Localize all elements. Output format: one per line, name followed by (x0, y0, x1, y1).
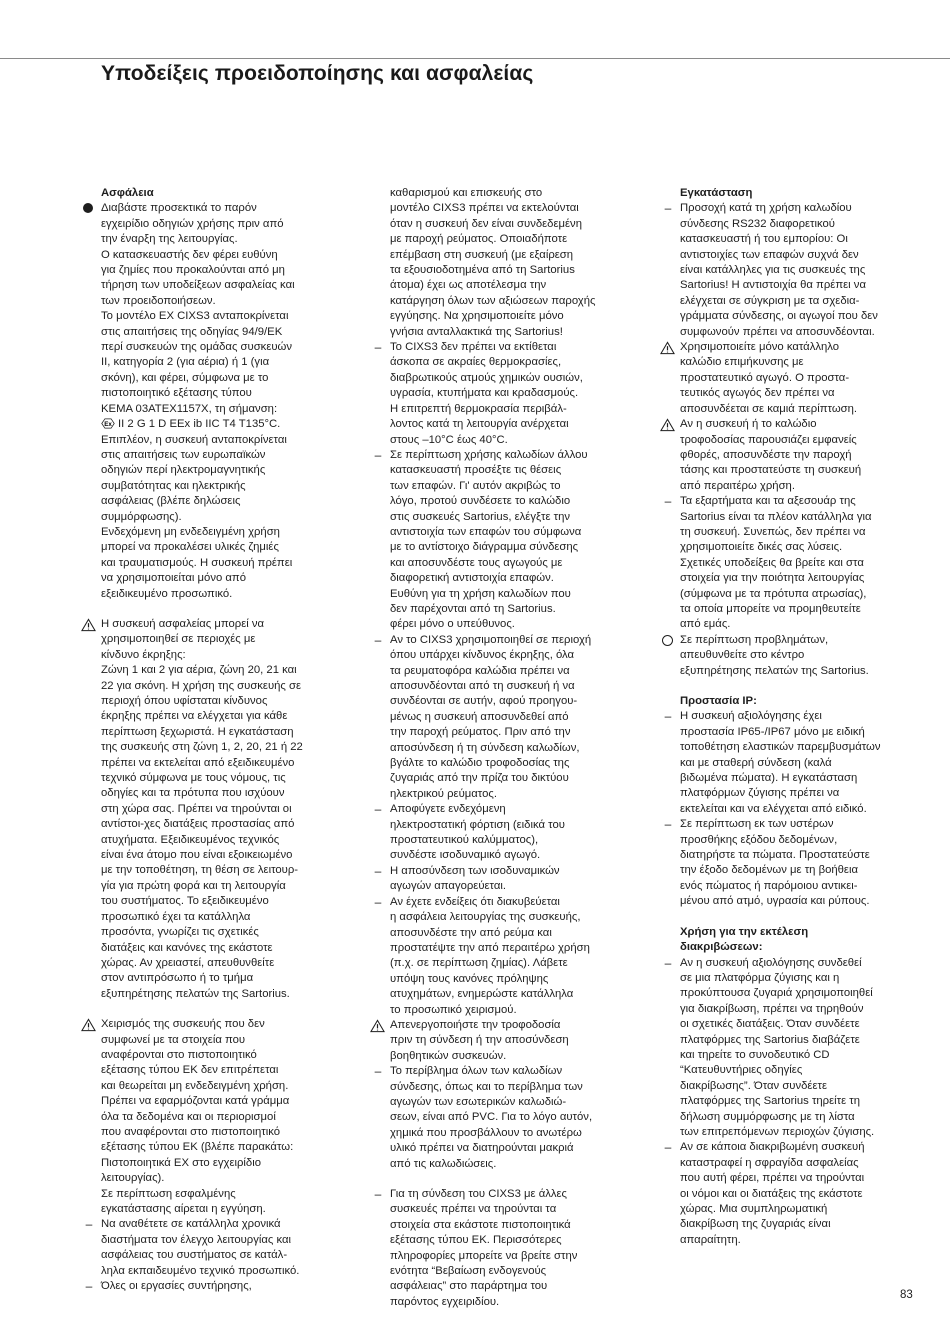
text-line: διαστήματα τον έλεγχο λειτουργίας και (101, 1233, 292, 1246)
text-line: μοντέλο CIXS3 πρέπει να εκτελούνται (390, 202, 579, 215)
text-line: αγωγών των εσωτερικών καλωδιώ- (390, 1095, 567, 1108)
header-rule (0, 58, 950, 59)
marking-text: II 2 G 1 D EEx ib IIC T4 T135°C. (118, 418, 281, 431)
text-line: χώρας. Αν χρειαστεί, απευθυνθείτε (101, 956, 275, 969)
dash-marker: – (664, 709, 672, 724)
text-line (101, 417, 351, 432)
dash-item (374, 1064, 640, 1172)
text-line: εγγύησης. Να χρησιμοποιείτε μόνο (390, 310, 564, 323)
text-line: περιοχή όπου υφίσταται κίνδυνος (101, 695, 268, 707)
section-heading (680, 925, 928, 956)
text-line: πλατφόρμων ζύγισης πρέπει να (680, 787, 840, 800)
text-line: καταστραφεί η σφραγίδα ασφαλείας (680, 1156, 859, 1169)
warning-item (101, 617, 351, 1002)
text-line: όταν η συσκευή δεν είναι συνδεδεμένη (390, 217, 582, 230)
text-line: εγχειρίδιο οδηγιών χρήσης πριν από (101, 217, 284, 230)
column-2 (374, 186, 640, 1310)
dash-item (374, 340, 640, 448)
dash-marker: – (664, 201, 672, 216)
text-line: δήλωση συμμόρφωσης με τη λίστα (680, 1110, 855, 1123)
text-line: Προσοχή κατά τη χρήση καλωδίου (680, 202, 852, 215)
dash-marker: – (664, 1140, 672, 1155)
text-line: καθαρισμού και επισκευής στο (390, 187, 543, 199)
text-line: σύνδεσης RS232 διαφορετικού (680, 217, 835, 230)
text-line: Αν έχετε ενδείξεις ότι διακυβεύεται (390, 895, 560, 908)
page-number: 83 (900, 1289, 913, 1301)
warning-icon (81, 1018, 96, 1032)
text-line: διακριβώσεων: (680, 941, 763, 954)
text-line: Το μοντέλο EX CIXS3 ανταποκρίνεται (101, 310, 289, 323)
text-line: πρέπει να εκτελείται από εξειδικευμένο (101, 756, 295, 769)
text-line: της συσκευής στη ζώνη 1, 2, 20, 21 ή 22 (101, 741, 303, 754)
text-line: έκρηξης πρέπει να ελέγχεται για κάθε (101, 710, 288, 723)
text-line: βιδωμένα πώματα). Η εγκατάσταση (680, 772, 858, 785)
text-line: Sartorius είναι τα πλέον κατάλληλα για (680, 510, 872, 523)
text-line: διατηρήστε τα πώματα. Προστατεύστε (680, 849, 870, 862)
text-line: προστασία IP65-/IP67 μόνο με ειδική (680, 725, 865, 738)
text-line: και με σταθερή σύνδεση (καλά (680, 756, 832, 769)
text-line: καλώδιο επιμήκυνσης με (680, 356, 804, 369)
text-line: Αν η συσκευή ή το καλώδιο (680, 418, 817, 431)
section-heading (680, 186, 928, 201)
dash-marker: – (664, 955, 672, 970)
text-line: τοποθέτηση ελαστικών παρεμβυσμάτων (680, 741, 881, 754)
dash-marker: – (374, 340, 382, 355)
dash-item (664, 494, 928, 633)
plain-item (101, 433, 351, 602)
text-line: βοηθητικών συσκευών. (390, 1049, 507, 1062)
dash-item (374, 894, 640, 1018)
text-line: λόγο, προτού συνδέσετε το καλώδιο (390, 495, 571, 508)
warning-icon (660, 341, 675, 355)
text-line: περίπτωση ξεχωριστά. Η εγκατάσταση (101, 725, 294, 738)
text-line: αντιστοιχία των επαφών του σύμφωνα (390, 525, 582, 538)
text-line: Όλες οι εργασίες συντήρησης, (101, 1280, 252, 1293)
text-line: υλικό πρέπει να διατηρούνται μακριά (390, 1142, 574, 1155)
dash-item (664, 817, 928, 909)
text-line: των προειδοποιήσεων. (101, 294, 216, 307)
text-line: λοντος κατά τη λειτουργία ανέρχεται (390, 418, 569, 431)
text-line: προσωπικό έχει τα κατάλληλα (101, 910, 251, 923)
text-line: φέρει μόνο ο υπεύθυνος. (390, 618, 515, 631)
text-line: εξέτασης τύπου ΕΚ δεν επιτρέπεται (101, 1064, 279, 1077)
section-heading (680, 694, 928, 709)
text-line: οι νόμοι και οι διατάξεις της εκάστοτε (680, 1187, 863, 1200)
text-line: Ζώνη 1 και 2 για αέρια, ζώνη 20, 21 και (101, 664, 297, 677)
text-line: Σε περίπτωση εσφαλμένης (101, 1187, 236, 1200)
text-line: σε μια πλατφόρμα ζύγισης και η (680, 971, 840, 984)
text-line: Προστασία IP: (680, 695, 757, 707)
text-line: ελέγχεται σε σύγκριση με τα σχεδια- (680, 294, 860, 307)
text-line: περί συσκευών της ομάδας συσκευών (101, 341, 293, 354)
text-line: αντίστοι-χες διατάξεις προστασίας από (101, 818, 295, 831)
text-line: στη χώρα σας. Πρέπει να τηρούνται οι (101, 802, 292, 815)
text-line: άτομα) έχει ως αποτέλεσμα την (390, 279, 547, 292)
dash-item (85, 1217, 351, 1279)
text-line: από τις καλωδιώσεις. (390, 1157, 497, 1170)
text-line: Επιπλέον, η συσκευή ανταποκρίνεται (101, 433, 287, 446)
dash-marker: – (374, 863, 382, 878)
text-line: τα εξουσιοδοτημένα από τη Sartorius (390, 264, 575, 277)
text-line: βγάλτε το καλώδιο τροφοδοσίας της (390, 757, 570, 770)
text-line: στοιχεία για την ποιότητα λειτουργίας (680, 572, 865, 585)
text-line: κατασκευαστή προσέξτε τις θέσεις (390, 464, 562, 477)
text-line: η ασφάλεια λειτουργίας της συσκευής, (390, 911, 581, 924)
text-line: διαφορετική αντιστοιχία επαφών. (390, 572, 554, 585)
text-line: πριν τη σύνδεση ή την αποσύνδεση (390, 1034, 569, 1047)
text-line: ληλα εκπαιδευμένο τεχνικό προσωπικό. (101, 1264, 300, 1277)
text-line: σεων, είναι από PVC. Για το λόγο αυτόν, (390, 1111, 593, 1124)
text-line: τα οποία μπορείτε να προμηθευτείτε (680, 602, 861, 615)
text-line: και τηρείτε το συνοδευτικό CD (680, 1048, 830, 1061)
text-line: οι σχετικές διατάξεις. Όταν συνδέετε (680, 1018, 860, 1031)
text-line: το προσωπικό χειρισμού. (390, 1003, 517, 1016)
spacer (390, 1172, 640, 1187)
dash-item (374, 632, 640, 802)
text-line: (σύμφωνα με τα πρότυπα ατρωσίας), (680, 587, 867, 600)
text-line: Διαβάστε προσεκτικά το παρόν (101, 202, 257, 215)
dash-item (664, 709, 928, 817)
text-line: να χρησιμοποιείται μόνο από (101, 572, 246, 585)
text-line: σκόνη), και φέρει, σύμφωνα με το (101, 371, 269, 384)
text-line: συμφωνεί με τα στοιχεία που (101, 1033, 246, 1046)
text-line: ασφάλειας” στο παράρτημα του (390, 1280, 548, 1293)
text-line: Σε περίπτωση χρήσης καλωδίων άλλου (390, 448, 588, 461)
text-line: την έξοδο δεδομένων με τη βοήθεια (680, 864, 859, 877)
text-line: λειτουργίας). (101, 1172, 165, 1185)
text-line: κίνδυνο έκρηξης: (101, 648, 186, 661)
dash-item (374, 447, 640, 633)
text-line: τάσης και προστατεύστε τη συσκευή (680, 464, 862, 477)
text-line: αναφέρονται στο πιστοποιητικό (101, 1048, 257, 1061)
dash-marker: – (374, 894, 382, 909)
text-line: άσκοπα σε ακραίες θερμοκρασίες, (390, 356, 562, 369)
column-3 (664, 186, 928, 1248)
text-line: Για τη σύνδεση του CIXS3 με άλλες (390, 1188, 567, 1200)
text-line: εξυπηρέτησης πελατών της Sartorius. (680, 664, 869, 677)
text-line: Να αναθέτετε σε κατάλληλα χρονικά (101, 1218, 281, 1231)
warning-item (101, 1017, 351, 1217)
text-line: αποσύνδεση ή τη σύνδεση καλωδίων, (390, 741, 580, 754)
text-line: τα ρευματοφόρα καλώδια πρέπει να (390, 664, 570, 677)
circle-item (680, 633, 928, 679)
bullet-item (101, 201, 351, 417)
plain-item (390, 186, 640, 340)
text-line: στις συσκευές Sartorius, ελέγξτε την (390, 510, 571, 523)
text-line: συμμόρφωσης). (101, 510, 182, 523)
text-line: ατυχημάτων, ενημερώστε κατάλληλα (390, 988, 574, 1001)
text-line: ηλεκτρικού ρεύματος. (390, 787, 497, 800)
spacer (101, 1002, 351, 1017)
text-line: για διακρίβωση, πρέπει να τηρηθούν (680, 1002, 864, 1015)
warning-item (680, 417, 928, 494)
info-circle-icon (662, 635, 673, 646)
text-line: οδηγίες και τα πρότυπα που ισχύουν (101, 787, 285, 800)
text-line: φθορές, αποσυνδέστε την παροχή (680, 448, 852, 461)
text-line: συμβατότητας και ηλεκτρικής (101, 479, 246, 492)
text-line: συνδέονται σε αυτήν, αφού προηγου- (390, 695, 578, 708)
text-line: στις απαιτήσεις των ευρωπαϊκών (101, 448, 266, 461)
text-line: τεχνικό σύμφωνα με τους νόμους, τις (101, 772, 286, 785)
text-line: αποσυνδέστε την από ρεύμα και (390, 926, 552, 939)
text-line: όλα τα δεδομένα και οι περιορισμοί (101, 1110, 276, 1123)
text-line: και αποσυνδέστε τους αγωγούς με (390, 556, 563, 569)
text-line: είναι ένα άτομο που είναι εξοικειωμένο (101, 849, 293, 862)
text-line: τη συσκευή. Συνεπώς, δεν πρέπει να (680, 525, 866, 538)
text-line: είναι κατάλληλες για τις συσκευές της (680, 264, 866, 277)
text-line: προστατευτικού καλύμματος), (390, 834, 539, 847)
text-line: αποσυνδέεται σε καμιά περίπτωση. (680, 402, 858, 415)
text-line: ασφάλειας του συστήματος σε κατάλ- (101, 1249, 288, 1262)
text-line: πλατφόρμες της Sartorius τηρείτε τη (680, 1095, 861, 1108)
dash-item (374, 863, 640, 895)
text-line: εγκατάστασης αίρεται η εγγύηση. (101, 1203, 266, 1215)
text-line: προκύπτουσα ζυγαριά χρησιμοποιηθεί (680, 987, 873, 1000)
text-line: Χρήση για την εκτέλεση (680, 925, 809, 938)
text-line: KEMA 03ATEX1157X, τη σήμανση: (101, 402, 278, 415)
text-line: 22 για σκόνη. Η χρήση της συσκευής σε (101, 679, 302, 692)
text-line: γράμματα σύνδεσης, οι αγωγοί που δεν (680, 310, 878, 323)
text-line: Ευθύνη για τη χρήση καλωδίων που (390, 587, 571, 600)
spacer (680, 910, 928, 925)
text-line: αντιστοιχίες των επαφών συχνά δεν (680, 248, 859, 261)
text-line: διακρίβωση της ζυγαριάς είναι (680, 1218, 831, 1231)
text-line: στον αντιπρόσωπο ή το τμήμα (101, 972, 254, 985)
text-line: Πρέπει να εφαρμόζονται κατά γράμμα (101, 1095, 290, 1108)
text-line: II, κατηγορία 2 (για αέρια) ή 1 (για (101, 356, 270, 369)
text-line: του συστήματος. Το εξειδικευμένο (101, 895, 269, 908)
text-line: αγωγών απαγορεύεται. (390, 880, 507, 893)
text-line: χρησιμοποιηθεί σε περιοχές με (101, 633, 256, 646)
text-line: πιστοποιητικό εξέτασης τύπου (101, 387, 252, 400)
text-line: γνήσια ανταλλακτικά της Sartorius! (390, 325, 563, 338)
text-line: χημικά που προσβάλλουν το ανωτέρω (390, 1126, 582, 1139)
text-line: Σε περίπτωση εκ των υστέρων (680, 818, 834, 831)
text-line: Αν η συσκευή αξιολόγησης συνδεθεί (680, 956, 862, 969)
text-line: εξέτασης τύπου ΕΚ (βλέπε παρακάτω: (101, 1141, 294, 1154)
dash-marker: – (85, 1279, 93, 1294)
text-line: σύνδεσης, όπως και το περίβλημα των (390, 1080, 583, 1093)
text-line: ενός πώματος ή παρόμοιου αντικει- (680, 879, 858, 892)
text-line: εξειδικευμένο προσωπικό. (101, 587, 233, 600)
text-line: με παροχή ρεύματος. Οποιαδήποτε (390, 233, 568, 246)
text-line: συνδέστε ισοδυναμικό αγωγό. (390, 849, 541, 862)
warning-icon (81, 618, 96, 632)
text-line: στους –10°C έως 40°C. (390, 433, 508, 446)
text-line: προσθήκης εξόδου δεδομένων, (680, 833, 838, 846)
text-line: ηλεκτροστατική φόρτιση (ειδικά του (390, 818, 565, 831)
text-line: εκτελείται και να ελέγχεται από ειδικό. (680, 802, 867, 815)
ex-explosion-protection-icon (101, 418, 115, 429)
warning-item (680, 340, 928, 417)
text-line: πληροφορίες μπορείτε να βρείτε στην (390, 1249, 578, 1262)
text-line: χώρας. Μια συμπληρωματική (680, 1203, 828, 1215)
text-line: απαραίτητη. (680, 1233, 741, 1246)
text-line: κατασκευαστή ή του εμπορίου: Οι (680, 233, 848, 246)
dash-item (664, 1140, 928, 1248)
text-line: διατάξεις και κανόνες της εκάστοτε (101, 941, 273, 954)
text-line: οδηγιών περί ηλεκτρομαγνητικής (101, 464, 266, 477)
text-line: Σχετικές υποδείξεις θα βρείτε και στα (680, 556, 864, 569)
text-line: Αποφύγετε ενδεχόμενη (390, 803, 506, 816)
text-line: δεν παρέχονται από τη Sartorius. (390, 602, 556, 615)
dash-marker: – (374, 1187, 382, 1201)
text-line: Απενεργοποιήστε την τροφοδοσία (390, 1018, 561, 1031)
text-line: προστατευτικό αγωγό. Ο προστα- (680, 371, 850, 384)
dash-item (85, 1279, 351, 1294)
text-line: εξέτασης τύπου ΕΚ. Περισσότερες (390, 1234, 562, 1247)
text-line: Η επιτρεπτή θερμοκρασία περιβάλ- (390, 402, 567, 415)
text-line: μένου από ατμό, υγρασία και ρύπους. (680, 895, 870, 908)
text-line: “Κατευθυντήριες οδηγίες (680, 1064, 803, 1077)
text-line: Αν σε κάποια διακριβωμένη συσκευή (680, 1141, 865, 1154)
section-heading (101, 186, 351, 201)
text-line: γία για πρώτη φορά και τη λειτουργία (101, 879, 286, 892)
text-line: παρόντος εγχειριδίου. (390, 1295, 500, 1308)
text-line: και τραυματισμούς. Η συσκευή πρέπει (101, 556, 293, 569)
text-line: υπόψη τους κανόνες πρόληψης (390, 972, 549, 985)
dash-marker: – (374, 802, 382, 817)
text-line: ενότητα “Βεβαίωση ενδογενούς (390, 1265, 547, 1278)
text-line: (π.χ. σε περίπτωση ζημίας). Λάβετε (390, 957, 568, 970)
text-line: αποσυνδέονται από τη συσκευή ή να (390, 680, 575, 692)
text-line: τήρηση των υποδείξεων ασφαλείας και (101, 279, 295, 292)
spacer (101, 602, 351, 617)
text-line: Η συσκευή ασφαλείας μπορεί να (101, 617, 265, 630)
text-line: και θεωρείται μη ενδεδειγμένη χρήση. (101, 1079, 289, 1092)
bullet-dot-icon (83, 203, 93, 213)
text-line: των επαφών. Γι' αυτόν ακριβώς το (390, 479, 561, 492)
dash-marker: – (664, 494, 672, 509)
text-line: υγρασία, κτυπήματα και κραδασμούς. (390, 387, 579, 400)
text-line: Αν το CIXS3 χρησιμοποιηθεί σε περιοχή (390, 633, 592, 646)
text-line: πλατφόρμες της Sartorius διαβάζετε (680, 1033, 860, 1046)
text-line: από εμάς. (680, 618, 731, 631)
text-line: τροφοδοσίας παρουσιάζει εμφανείς (680, 433, 857, 446)
text-line: από περαιτέρω χρήση. (680, 479, 795, 492)
page-title: Υποδείξεις προειδοποίησης και ασφαλείας (101, 62, 534, 85)
text-line: ζυγαριάς από την πρίζα του δικτύου (390, 772, 569, 785)
text-line: Σε περίπτωση προβλημάτων, (680, 633, 829, 646)
dash-marker: – (85, 1217, 93, 1232)
text-line: Χρησιμοποιείτε μόνο κατάλληλο (680, 341, 840, 354)
text-line: Η συσκευή αξιολόγησης έχει (680, 710, 822, 723)
text-line: χρησιμοποιείτε δικές σας λύσεις. (680, 541, 843, 554)
text-line: για ζημίες που προκαλούνται από μη (101, 264, 285, 277)
dash-item (374, 1187, 640, 1310)
text-line: τευτικός αγωγός δεν πρέπει να (680, 387, 835, 400)
text-line: των επιτρεπόμενων περιοχών ζύγισης. (680, 1125, 875, 1138)
text-line: μένως η συσκευή αποσυνδεθεί από (390, 710, 569, 723)
dash-marker: – (374, 632, 382, 647)
text-line: Εγκατάσταση (680, 187, 753, 199)
text-line: εξυπηρέτησης πελατών της Sartorius. (101, 987, 290, 1000)
text-line: την έναρξη της λειτουργίας. (101, 233, 238, 246)
column-1 (85, 186, 351, 1294)
dash-marker: – (664, 817, 672, 832)
exline-item (101, 417, 351, 432)
text-line: προσόντα, γνωρίζει τις σχετικές (101, 926, 259, 939)
text-line: συμφωνούν πρέπει να αποσυνδέονται. (680, 325, 875, 338)
text-line: την παροχή ρεύματος. Πριν από την (390, 726, 571, 739)
text-line: Πιστοποιητικά EX στο εγχειρίδιο (101, 1156, 262, 1169)
text-line: Ασφάλεια (101, 187, 154, 199)
dash-item (664, 201, 928, 340)
warning-item (390, 1018, 640, 1064)
text-line: Η αποσύνδεση των ισοδυναμικών (390, 864, 560, 877)
dash-item (374, 802, 640, 864)
text-line: απευθυνθείτε στο κέντρο (680, 649, 805, 662)
spacer (680, 679, 928, 694)
text-line: με την τοποθέτηση, τη θέση σε λειτουρ- (101, 864, 299, 877)
text-line: όπου υπάρχει κίνδυνος έκρηξης, όλα (390, 649, 575, 662)
text-line: Το CIXS3 δεν πρέπει να εκτίθεται (390, 341, 557, 354)
text-line: Ο κατασκευαστής δεν φέρει ευθύνη (101, 248, 278, 261)
text-line: Sartorius! Η αντιστοιχία θα πρέπει να (680, 279, 866, 292)
dash-marker: – (374, 447, 382, 462)
text-line: στοιχεία στα εκάστοτε πιστοποιητικά (390, 1218, 571, 1231)
text-line: Τα εξαρτήματα και τα αξεσουάρ της (680, 495, 856, 508)
warning-icon (660, 418, 675, 432)
text-line: μπορεί να προκαλέσει υλικές ζημιές (101, 541, 279, 554)
text-line: προστατέψτε την από περαιτέρω χρήση (390, 941, 590, 954)
warning-icon (370, 1019, 385, 1033)
dash-marker: – (374, 1064, 382, 1079)
text-line: ασφάλειας (βλέπε δηλώσεις (101, 495, 241, 508)
text-line: διαβρωτικούς ατμούς χημικών ουσιών, (390, 371, 583, 384)
text-line: Το περίβλημα όλων των καλωδίων (390, 1065, 563, 1078)
dash-item (664, 955, 928, 1141)
text-line: κατάργηση όλων των αξιώσεων παροχής (390, 294, 596, 307)
svg-text:Ex: Ex (104, 420, 112, 428)
text-line: επέμβαση στη συσκευή (με εξαίρεση (390, 248, 574, 261)
text-line: που αυτή φέρει, πρέπει να τηρούνται (680, 1172, 865, 1185)
text-line: συσκευές πρέπει να τηρούνται τα (390, 1203, 557, 1216)
text-line: Ενδεχόμενη μη ενδεδειγμένη χρήση (101, 525, 280, 538)
text-line: Χειρισμός της συσκευής που δεν (101, 1018, 265, 1031)
text-line: ατυχήματα. Εξειδικευμένος τεχνικός (101, 833, 280, 846)
text-line: στις απαιτήσεις της οδηγίας 94/9/ΕΚ (101, 325, 283, 338)
text-line: με το αντίστοιχο διάγραμμα σύνδεσης (390, 541, 579, 554)
text-line: διακρίβωσης”. Όταν συνδέετε (680, 1079, 827, 1092)
text-line: που αναφέρονται στο πιστοποιητικό (101, 1125, 281, 1138)
